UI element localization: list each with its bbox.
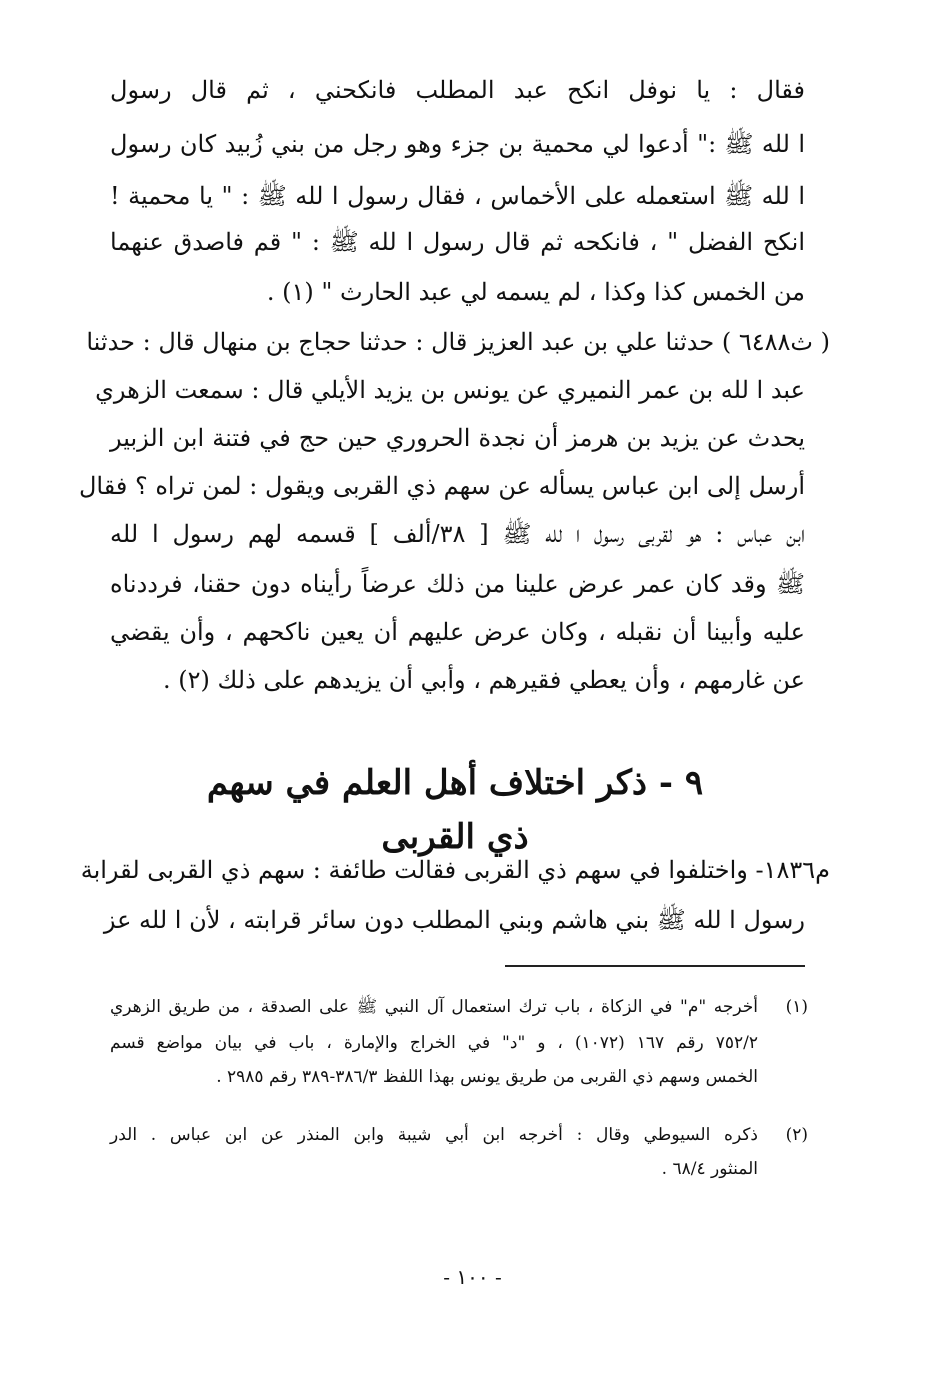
- page-number: - ١٠٠ -: [443, 1265, 502, 1289]
- text-line: م١٨٣٦- واختلفوا في سهم ذي القربى فقالت طائفة : سهم ذي القربى لقرابة: [80, 856, 830, 884]
- text-line: يحدث عن يزيد بن هرمز أن نجدة الحروري حين حج في فتنة ابن الزبير: [110, 424, 805, 452]
- text-line: ا لله ﷺ استعمله على الأخماس ، فقال رسول ا لله ﷺ : " يا محمية !: [110, 182, 805, 210]
- footnote-line: الخمس وسهم ذي القربى من طريق يونس بهذا اللفظ ٣٨٦/٣-٣٨٩ رقم ٢٩٨٥ .: [216, 1067, 758, 1087]
- text-line: عليه وأبينا أن نقبله ، وكان عرض عليهم أن يعين ناكحهم ، وأن يقضي: [110, 618, 805, 646]
- footnote-marker: (٢): [785, 1125, 808, 1145]
- text-line: رسول ا لله ﷺ بني هاشم وبني المطلب دون سائر قرابته ، لأن ا لله عز: [103, 906, 805, 934]
- text-line: انكح الفضل " ، فانكحه ثم قال رسول ا لله ﷺ : " قم فاصدق عنهما: [110, 228, 805, 256]
- text-line: من الخمس كذا وكذا ، لم يسمه لي عبد الحارث " (١) .: [266, 278, 805, 306]
- footnote-line: ٧٥٢/٢ رقم ١٦٧ (١٠٧٢) ، و "د" في الخراج والإمارة ، باب في بيان مواضع قسم: [110, 1033, 758, 1053]
- footnote-marker: (١): [785, 997, 808, 1017]
- footnote-line: ذكره السيوطي وقال : أخرجه ابن أبي شيبة وابن المنذر عن ابن عباس . الدر: [110, 1125, 758, 1145]
- text-line: ابن عباس : هو لقربى رسول ا لله ﷺ [ ٣٨/ألف ] قسمه لهم رسول ا لله: [110, 520, 805, 548]
- footnote-separator: [505, 965, 805, 967]
- text-line: عبد ا لله بن عمر النميري عن يونس بن يزيد الأيلي قال : سمعت الزهري: [95, 376, 805, 404]
- text-line: ﷺ وقد كان عمر عرض علينا من ذلك عرضاً رأيناه دون حقنا، فرددناه: [110, 570, 805, 598]
- section-heading: ٩ - ذكر اختلاف أهل العلم في سهم ذي القربى: [206, 763, 704, 857]
- text-line: عن غارمهم ، وأن يعطي فقيرهم ، وأبي أن يزيدهم على ذلك (٢) .: [163, 666, 805, 694]
- text-line: فقال : يا نوفل انكح عبد المطلب فانكحني ، ثم قال رسول: [110, 76, 805, 104]
- text-line: أرسل إلى ابن عباس يسأله عن سهم ذي القربى ويقول : لمن تراه ؟ فقال: [78, 472, 805, 500]
- text-line: ( ث٦٤٨٨ ) حدثنا علي بن عبد العزيز قال : حدثنا حجاج بن منهال قال : حدثنا: [86, 328, 830, 356]
- text-line: ا لله ﷺ :" أدعوا لي محمية بن جزء وهو رجل من بني زُبيد كان رسول: [110, 130, 805, 158]
- footnote-line: أخرجه "م" في الزكاة ، باب ترك استعمال آل النبي ﷺ على الصدقة ، من طريق الزهري: [110, 997, 758, 1017]
- footnote-line: المنثور ٦٨/٤ .: [661, 1159, 758, 1179]
